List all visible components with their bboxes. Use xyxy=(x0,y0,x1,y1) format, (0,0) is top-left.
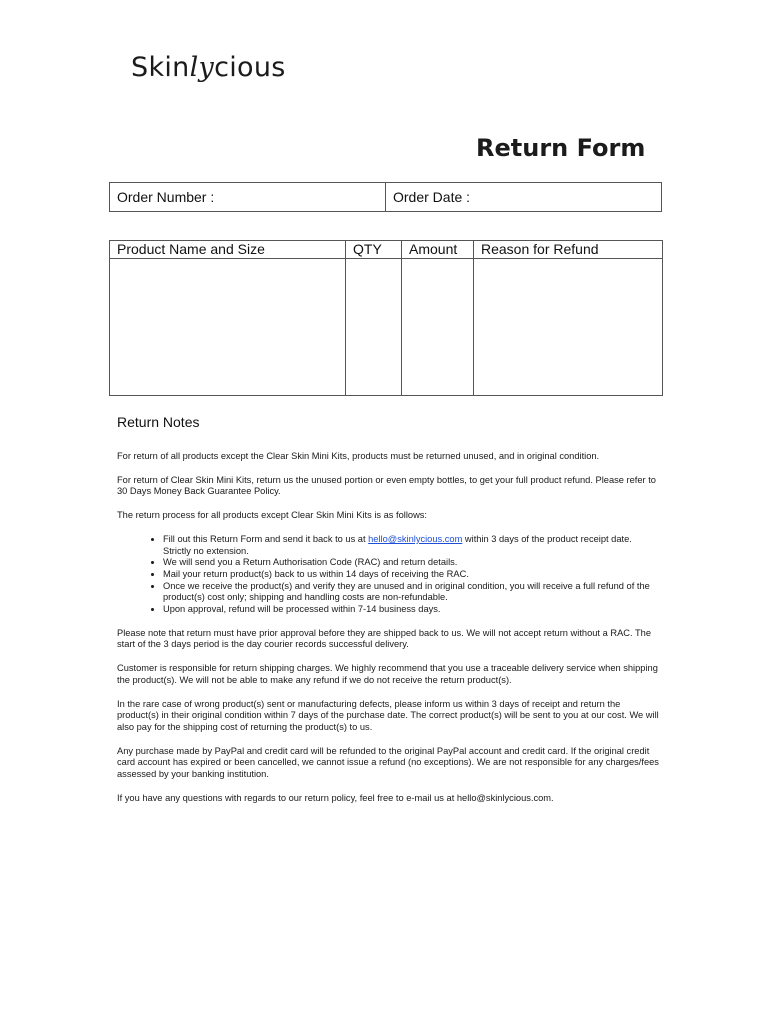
order-number-field[interactable]: Order Number : xyxy=(110,183,386,212)
logo-text-post: cious xyxy=(214,52,286,83)
return-step-1 xyxy=(163,534,662,557)
order-info-table xyxy=(109,182,662,212)
order-date-field[interactable]: Order Date : xyxy=(386,183,662,212)
reason-cell[interactable] xyxy=(474,259,663,396)
column-header-qty: QTY xyxy=(346,241,402,259)
order-info-row xyxy=(110,183,662,212)
column-header-product: Product Name and Size xyxy=(110,241,346,259)
note-paragraph-8: If you have any questions with regards to our return policy, feel free to e-mail us at hello@skinlycious.com. xyxy=(117,792,554,803)
note-paragraph-3: The return process for all products except Clear Skin Mini Kits is as follows: xyxy=(117,510,428,521)
column-header-amount: Amount xyxy=(402,241,474,259)
return-step-3: • Mail your return product(s) back to us within 14 days of receiving the RAC. xyxy=(163,569,662,581)
note-paragraph-2: For return of Clear Skin Mini Kits, return us the unused portion or even empty bottles, to get your full product refund. Please refer to 30 Days Money Back Guarantee Policy. xyxy=(117,474,656,497)
products-entry-row xyxy=(110,259,663,396)
products-header-row xyxy=(110,241,663,259)
return-steps-list xyxy=(117,534,662,616)
return-step-1-pre: Fill out this Return Form and send it back to us at xyxy=(163,533,369,544)
amount-cell[interactable] xyxy=(402,259,474,396)
note-paragraph-4: Please note that return must have prior approval before they are shipped back to us. We will not accept return without a RAC. The start of the 3 days period is the day courier records successful delivery. xyxy=(117,627,651,650)
email-link[interactable]: hello@skinlycious.com xyxy=(368,533,463,544)
note-paragraph-6: In the rare case of wrong product(s) sent or manufacturing defects, please inform us within 3 days of receipt and return the product(s) in their original condition within 7 days of the purchase date. The correct product(s) will be sent to you at our cost. We will also pay for the shipping cost of returning the product(s) to us. xyxy=(117,698,659,732)
note-paragraph-5: Customer is responsible for return shipping charges. We highly recommend that you use a traceable delivery service when shipping the product(s). We will not be able to make any refund if we do not receive the return product(s). xyxy=(117,663,658,685)
qty-cell[interactable] xyxy=(346,259,402,396)
return-step-2: • We will send you a Return Authorisation Code (RAC) and return details. xyxy=(163,557,662,569)
return-notes-section xyxy=(117,412,662,816)
note-paragraph-1: For return of all products except the Clear Skin Mini Kits, products must be returned unused, and in original condition. xyxy=(117,451,600,461)
note-paragraph-7: Any purchase made by PayPal and credit card will be refunded to the original PayPal account and credit card. If the original credit card account has expired or been cancelled, we cannot issue a refund (no exceptions). We are not responsible for any charges/fees assessed by your banking institution. xyxy=(117,745,659,780)
return-step-5: • Upon approval, refund will be processed within 7-14 business days. xyxy=(163,604,662,616)
return-step-1-post: within 3 days of the product receipt date. Strictly no extension. xyxy=(163,533,632,556)
column-header-reason: Reason for Refund xyxy=(474,241,663,259)
logo-text-pre: Skin xyxy=(131,52,190,83)
return-notes-heading: Return Notes xyxy=(117,414,200,430)
product-name-cell[interactable] xyxy=(110,259,346,396)
page-title: Return Form xyxy=(476,134,646,162)
logo-text-mid: ly xyxy=(189,52,215,83)
return-step-4: • Once we receive the product(s) and verify they are unused and in original condition, you will receive a full refund of the product(s) cost only; shipping and handling costs are non-refundable. xyxy=(163,581,662,604)
products-table xyxy=(109,240,663,396)
brand-logo xyxy=(131,50,286,86)
